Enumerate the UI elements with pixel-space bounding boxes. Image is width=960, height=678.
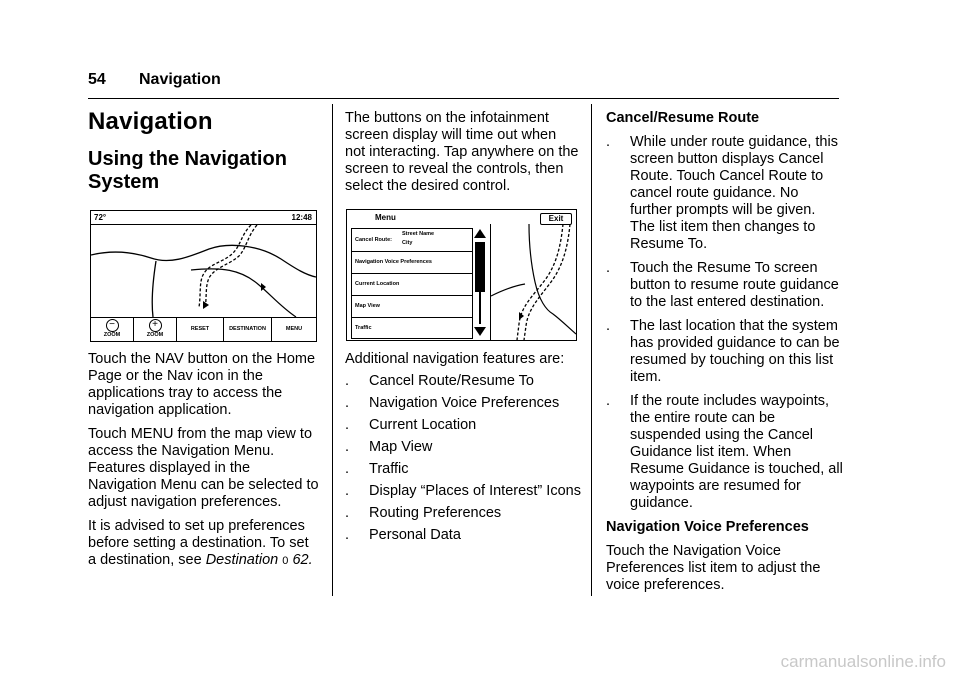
paragraph: Touch the Navigation Voice Preferences list item to adjust the voice preferences. — [606, 543, 821, 593]
menu-item-traffic[interactable]: Traffic — [355, 325, 372, 331]
list-item: . Current Location — [345, 417, 477, 433]
list-item: . Touch the Resume To screen button to resume route guidance to the last entered destination. — [606, 260, 839, 310]
page-reference-icon: 0 — [282, 555, 289, 567]
menu-item-voice-preferences[interactable]: Navigation Voice Preferences — [352, 252, 472, 274]
header-rule — [88, 98, 839, 99]
street-name: Street Name — [402, 231, 435, 237]
menu-title: Menu — [375, 213, 396, 222]
features-list — [345, 373, 585, 549]
zoom-in-button[interactable]: + ZOOM — [134, 318, 177, 341]
zoom-out-button[interactable]: − ZOOM — [91, 318, 134, 341]
menu-list — [351, 228, 473, 339]
vehicle-position-icon — [203, 301, 209, 309]
page-number: 54 — [88, 71, 106, 88]
map-screen-illustration — [90, 210, 317, 342]
list-item: . Routing Preferences — [345, 505, 502, 521]
zoom-out-icon: − — [106, 319, 119, 332]
timeout-paragraph: The buttons on the infotainment screen display will time out when not interacting. Tap anywhere on the screen to reveal the controls, then select the desired control. — [345, 110, 579, 194]
list-item: . Map View — [345, 439, 433, 455]
features-intro: Additional navigation features are: — [345, 351, 565, 367]
menu-map-view — [491, 224, 576, 340]
section-title: Using the Navigation System — [88, 148, 287, 193]
scroll-up-icon — [474, 229, 486, 238]
watermark: carmanualsonline.info — [780, 652, 946, 671]
subheading-cancel-resume: Cancel/Resume Route — [606, 110, 760, 126]
scroll-down-icon — [474, 327, 486, 336]
column-divider — [591, 104, 592, 596]
exit-button[interactable]: Exit — [540, 213, 572, 225]
menu-scrollbar[interactable] — [472, 228, 488, 338]
column-1-text — [88, 351, 320, 577]
list-item: . While under route guidance, this screen button displays Cancel Route. Touch Cancel Route to cancel route guidance. No further prompts will be given. The list item then changes to Resume To. — [606, 134, 838, 252]
map-controls-bar — [91, 318, 316, 341]
list-item: . Cancel Route/Resume To — [345, 373, 534, 389]
cancel-resume-list — [606, 134, 844, 512]
menu-item-current-location[interactable]: Current Location — [352, 274, 472, 296]
destination-button[interactable]: DESTINATION — [224, 318, 272, 341]
clock-readout: 12:48 — [291, 213, 312, 222]
paragraph: Touch MENU from the map view to access the Navigation Menu. Features displayed in the Navigation Menu can be selected to adjust navigation preferences. — [88, 426, 319, 510]
reset-button[interactable]: RESET — [177, 318, 224, 341]
zoom-in-icon: + — [149, 319, 162, 332]
destination-link[interactable]: Destination — [205, 552, 279, 568]
paragraph: It is advised to set up preferences before setting a destination. To set a destination, see Destination 0 62. — [88, 518, 313, 568]
menu-screen-illustration — [346, 209, 577, 341]
menu-button[interactable]: MENU — [285, 326, 303, 332]
page-title: Navigation — [88, 108, 213, 135]
menu-item-cancel-route[interactable]: Cancel Route: Street Name City — [352, 229, 472, 252]
page-reference[interactable]: 62. — [292, 552, 313, 568]
column-divider — [332, 104, 333, 596]
subheading-voice-preferences: Navigation Voice Preferences — [606, 519, 809, 535]
list-item: . Navigation Voice Preferences — [345, 395, 560, 411]
list-item: . If the route includes waypoints, the entire route can be suspended using the Cancel Guidance list item. When Resume Guidance is touched, all waypoints are resumed for guidance. — [606, 393, 843, 511]
menu-item-map-view[interactable]: Map View — [352, 296, 472, 318]
map-view — [91, 225, 316, 317]
list-item: . Display “Places of Interest” Icons — [345, 483, 581, 499]
temperature-readout: 72° — [94, 213, 107, 222]
list-item: . The last location that the system has provided guidance to can be resumed by touching on this list item. — [606, 318, 840, 385]
list-item: . Personal Data — [345, 527, 461, 543]
paragraph: Touch the NAV button on the Home Page or the Nav icon in the applications tray to access the navigation application. — [88, 351, 316, 418]
city-name: City — [402, 240, 413, 246]
column-3-text — [606, 110, 844, 594]
running-header: Navigation — [139, 71, 221, 88]
list-item: . Traffic — [345, 461, 409, 477]
